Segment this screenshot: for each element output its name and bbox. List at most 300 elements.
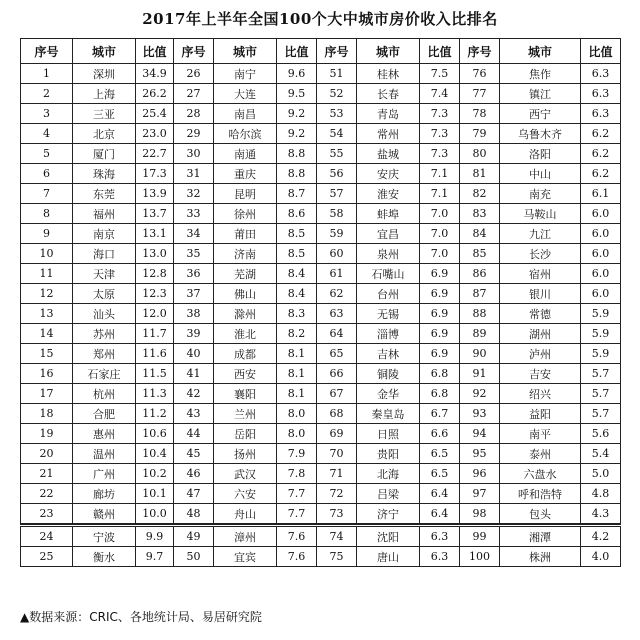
rank-cell: 61 xyxy=(317,264,357,284)
ratio-cell: 7.5 xyxy=(420,64,460,84)
rank-cell: 72 xyxy=(317,484,357,504)
table-row xyxy=(21,404,621,424)
ratio-cell: 7.6 xyxy=(277,526,317,547)
city-cell: 中山 xyxy=(500,164,581,184)
city-cell: 太原 xyxy=(73,284,136,304)
ratio-cell: 7.7 xyxy=(277,504,317,524)
rank-cell: 77 xyxy=(460,84,500,104)
ratio-cell: 6.3 xyxy=(581,104,621,124)
rank-cell: 53 xyxy=(317,104,357,124)
ratio-cell: 11.3 xyxy=(136,384,174,404)
ratio-cell: 8.6 xyxy=(277,204,317,224)
table-body xyxy=(21,64,621,567)
city-cell: 重庆 xyxy=(214,164,277,184)
table-row xyxy=(21,464,621,484)
rank-cell: 49 xyxy=(174,526,214,547)
city-cell: 青岛 xyxy=(357,104,420,124)
header-cell: 序号 xyxy=(317,39,357,64)
city-cell: 镇江 xyxy=(500,84,581,104)
rank-cell: 36 xyxy=(174,264,214,284)
header-row xyxy=(21,39,621,64)
ratio-cell: 6.8 xyxy=(420,384,460,404)
city-cell: 温州 xyxy=(73,444,136,464)
ratio-cell: 7.0 xyxy=(420,224,460,244)
ratio-cell: 9.6 xyxy=(277,64,317,84)
city-cell: 襄阳 xyxy=(214,384,277,404)
city-cell: 惠州 xyxy=(73,424,136,444)
city-cell: 铜陵 xyxy=(357,364,420,384)
ratio-cell: 6.3 xyxy=(420,547,460,567)
ratio-cell: 34.9 xyxy=(136,64,174,84)
ratio-cell: 6.4 xyxy=(420,484,460,504)
city-cell: 兰州 xyxy=(214,404,277,424)
city-cell: 芜湖 xyxy=(214,264,277,284)
ratio-cell: 7.3 xyxy=(420,124,460,144)
rank-cell: 85 xyxy=(460,244,500,264)
rank-cell: 62 xyxy=(317,284,357,304)
header-cell: 比值 xyxy=(420,39,460,64)
ratio-cell: 4.2 xyxy=(581,526,621,547)
ratio-cell: 8.8 xyxy=(277,164,317,184)
ratio-cell: 8.7 xyxy=(277,184,317,204)
ratio-cell: 5.9 xyxy=(581,304,621,324)
table-row xyxy=(21,444,621,464)
ratio-cell: 6.5 xyxy=(420,444,460,464)
city-cell: 上海 xyxy=(73,84,136,104)
ratio-cell: 6.3 xyxy=(581,84,621,104)
rank-cell: 89 xyxy=(460,324,500,344)
rank-cell: 27 xyxy=(174,84,214,104)
ratio-cell: 6.4 xyxy=(420,504,460,524)
rank-cell: 56 xyxy=(317,164,357,184)
rank-cell: 88 xyxy=(460,304,500,324)
table-row xyxy=(21,184,621,204)
rank-cell: 70 xyxy=(317,444,357,464)
table-row xyxy=(21,104,621,124)
rank-cell: 50 xyxy=(174,547,214,567)
rank-cell: 10 xyxy=(21,244,73,264)
rank-cell: 83 xyxy=(460,204,500,224)
ratio-cell: 6.0 xyxy=(581,204,621,224)
rank-cell: 87 xyxy=(460,284,500,304)
ratio-cell: 6.1 xyxy=(581,184,621,204)
ratio-cell: 13.7 xyxy=(136,204,174,224)
ratio-cell: 6.2 xyxy=(581,144,621,164)
rank-cell: 98 xyxy=(460,504,500,524)
table-row xyxy=(21,244,621,264)
city-cell: 济南 xyxy=(214,244,277,264)
ratio-cell: 7.4 xyxy=(420,84,460,104)
city-cell: 汕头 xyxy=(73,304,136,324)
table-row xyxy=(21,84,621,104)
ratio-cell: 6.9 xyxy=(420,304,460,324)
rank-cell: 75 xyxy=(317,547,357,567)
city-cell: 金华 xyxy=(357,384,420,404)
ratio-cell: 8.4 xyxy=(277,284,317,304)
city-cell: 吉林 xyxy=(357,344,420,364)
ratio-cell: 26.2 xyxy=(136,84,174,104)
city-cell: 焦作 xyxy=(500,64,581,84)
ranking-table xyxy=(20,38,621,567)
rank-cell: 54 xyxy=(317,124,357,144)
city-cell: 东莞 xyxy=(73,184,136,204)
ratio-cell: 6.8 xyxy=(420,364,460,384)
city-cell: 佛山 xyxy=(214,284,277,304)
ratio-cell: 10.4 xyxy=(136,444,174,464)
rank-cell: 2 xyxy=(21,84,73,104)
ratio-cell: 7.7 xyxy=(277,484,317,504)
rank-cell: 34 xyxy=(174,224,214,244)
city-cell: 珠海 xyxy=(73,164,136,184)
rank-cell: 5 xyxy=(21,144,73,164)
table-row xyxy=(21,526,621,547)
rank-cell: 45 xyxy=(174,444,214,464)
city-cell: 沈阳 xyxy=(357,526,420,547)
ratio-cell: 9.2 xyxy=(277,124,317,144)
city-cell: 南通 xyxy=(214,144,277,164)
ratio-cell: 10.6 xyxy=(136,424,174,444)
city-cell: 苏州 xyxy=(73,324,136,344)
ratio-cell: 5.0 xyxy=(581,464,621,484)
data-source-note: ▲数据来源：CRIC、各地统计局、易居研究院 xyxy=(20,610,262,624)
rank-cell: 22 xyxy=(21,484,73,504)
rank-cell: 86 xyxy=(460,264,500,284)
ratio-cell: 6.9 xyxy=(420,264,460,284)
city-cell: 宜宾 xyxy=(214,547,277,567)
city-cell: 南宁 xyxy=(214,64,277,84)
rank-cell: 1 xyxy=(21,64,73,84)
table-row xyxy=(21,324,621,344)
ratio-cell: 9.5 xyxy=(277,84,317,104)
table-row xyxy=(21,164,621,184)
city-cell: 绍兴 xyxy=(500,384,581,404)
rank-cell: 69 xyxy=(317,424,357,444)
rank-cell: 14 xyxy=(21,324,73,344)
ratio-cell: 6.0 xyxy=(581,264,621,284)
rank-cell: 91 xyxy=(460,364,500,384)
header-cell: 比值 xyxy=(277,39,317,64)
rank-cell: 32 xyxy=(174,184,214,204)
city-cell: 南充 xyxy=(500,184,581,204)
ratio-cell: 7.1 xyxy=(420,164,460,184)
rank-cell: 26 xyxy=(174,64,214,84)
ratio-cell: 8.1 xyxy=(277,364,317,384)
ratio-cell: 4.0 xyxy=(581,547,621,567)
rank-cell: 66 xyxy=(317,364,357,384)
table-row xyxy=(21,204,621,224)
city-cell: 盐城 xyxy=(357,144,420,164)
rank-cell: 76 xyxy=(460,64,500,84)
ratio-cell: 6.9 xyxy=(420,344,460,364)
rank-cell: 43 xyxy=(174,404,214,424)
rank-cell: 4 xyxy=(21,124,73,144)
ratio-cell: 6.9 xyxy=(420,324,460,344)
rank-cell: 37 xyxy=(174,284,214,304)
city-cell: 吉安 xyxy=(500,364,581,384)
city-cell: 泉州 xyxy=(357,244,420,264)
rank-cell: 48 xyxy=(174,504,214,524)
city-cell: 银川 xyxy=(500,284,581,304)
ratio-cell: 8.1 xyxy=(277,384,317,404)
city-cell: 赣州 xyxy=(73,504,136,524)
ratio-cell: 5.7 xyxy=(581,384,621,404)
page-title: 2017年上半年全国100个大中城市房价收入比排名 xyxy=(142,10,498,28)
city-cell: 蚌埠 xyxy=(357,204,420,224)
city-cell: 昆明 xyxy=(214,184,277,204)
rank-cell: 20 xyxy=(21,444,73,464)
rank-cell: 30 xyxy=(174,144,214,164)
rank-cell: 13 xyxy=(21,304,73,324)
ratio-cell: 12.0 xyxy=(136,304,174,324)
ratio-cell: 6.5 xyxy=(420,464,460,484)
rank-cell: 90 xyxy=(460,344,500,364)
rank-cell: 3 xyxy=(21,104,73,124)
ratio-cell: 6.6 xyxy=(420,424,460,444)
ratio-cell: 5.6 xyxy=(581,424,621,444)
ratio-cell: 10.1 xyxy=(136,484,174,504)
rank-cell: 33 xyxy=(174,204,214,224)
ratio-cell: 11.5 xyxy=(136,364,174,384)
city-cell: 台州 xyxy=(357,284,420,304)
city-cell: 长沙 xyxy=(500,244,581,264)
header-cell: 序号 xyxy=(174,39,214,64)
rank-cell: 51 xyxy=(317,64,357,84)
ratio-cell: 10.0 xyxy=(136,504,174,524)
city-cell: 安庆 xyxy=(357,164,420,184)
city-cell: 宁波 xyxy=(73,526,136,547)
rank-cell: 6 xyxy=(21,164,73,184)
ratio-cell: 13.0 xyxy=(136,244,174,264)
rank-cell: 94 xyxy=(460,424,500,444)
table-row xyxy=(21,224,621,244)
city-cell: 济宁 xyxy=(357,504,420,524)
city-cell: 日照 xyxy=(357,424,420,444)
ratio-cell: 9.2 xyxy=(277,104,317,124)
header-cell: 城市 xyxy=(73,39,136,64)
city-cell: 石嘴山 xyxy=(357,264,420,284)
rank-cell: 59 xyxy=(317,224,357,244)
rank-cell: 15 xyxy=(21,344,73,364)
ratio-cell: 6.9 xyxy=(420,284,460,304)
rank-cell: 25 xyxy=(21,547,73,567)
rank-cell: 38 xyxy=(174,304,214,324)
city-cell: 西宁 xyxy=(500,104,581,124)
ratio-cell: 6.0 xyxy=(581,224,621,244)
ratio-cell: 6.2 xyxy=(581,124,621,144)
ratio-cell: 8.0 xyxy=(277,404,317,424)
rank-cell: 12 xyxy=(21,284,73,304)
ratio-cell: 8.5 xyxy=(277,244,317,264)
rank-cell: 63 xyxy=(317,304,357,324)
city-cell: 六盘水 xyxy=(500,464,581,484)
city-cell: 廊坊 xyxy=(73,484,136,504)
ratio-cell: 6.0 xyxy=(581,244,621,264)
ratio-cell: 17.3 xyxy=(136,164,174,184)
rank-cell: 95 xyxy=(460,444,500,464)
rank-cell: 74 xyxy=(317,526,357,547)
ratio-cell: 5.9 xyxy=(581,324,621,344)
city-cell: 常州 xyxy=(357,124,420,144)
rank-cell: 68 xyxy=(317,404,357,424)
rank-cell: 84 xyxy=(460,224,500,244)
city-cell: 厦门 xyxy=(73,144,136,164)
header-cell: 比值 xyxy=(136,39,174,64)
table-row xyxy=(21,264,621,284)
city-cell: 淮北 xyxy=(214,324,277,344)
table-row xyxy=(21,284,621,304)
city-cell: 九江 xyxy=(500,224,581,244)
city-cell: 成都 xyxy=(214,344,277,364)
rank-cell: 52 xyxy=(317,84,357,104)
city-cell: 三亚 xyxy=(73,104,136,124)
rank-cell: 100 xyxy=(460,547,500,567)
city-cell: 马鞍山 xyxy=(500,204,581,224)
ratio-cell: 10.2 xyxy=(136,464,174,484)
city-cell: 南昌 xyxy=(214,104,277,124)
city-cell: 湖州 xyxy=(500,324,581,344)
city-cell: 大连 xyxy=(214,84,277,104)
ratio-cell: 6.3 xyxy=(420,526,460,547)
rank-cell: 96 xyxy=(460,464,500,484)
city-cell: 益阳 xyxy=(500,404,581,424)
rank-cell: 16 xyxy=(21,364,73,384)
ratio-cell: 25.4 xyxy=(136,104,174,124)
ratio-cell: 8.3 xyxy=(277,304,317,324)
table-row xyxy=(21,424,621,444)
ratio-cell: 12.8 xyxy=(136,264,174,284)
city-cell: 岳阳 xyxy=(214,424,277,444)
ratio-cell: 5.9 xyxy=(581,344,621,364)
ratio-cell: 7.8 xyxy=(277,464,317,484)
city-cell: 长春 xyxy=(357,84,420,104)
city-cell: 衡水 xyxy=(73,547,136,567)
table-row xyxy=(21,304,621,324)
ratio-cell: 7.9 xyxy=(277,444,317,464)
ratio-cell: 7.6 xyxy=(277,547,317,567)
table-row xyxy=(21,344,621,364)
city-cell: 包头 xyxy=(500,504,581,524)
city-cell: 北海 xyxy=(357,464,420,484)
city-cell: 六安 xyxy=(214,484,277,504)
rank-cell: 97 xyxy=(460,484,500,504)
rank-cell: 81 xyxy=(460,164,500,184)
rank-cell: 41 xyxy=(174,364,214,384)
city-cell: 泰州 xyxy=(500,444,581,464)
rank-cell: 40 xyxy=(174,344,214,364)
rank-cell: 44 xyxy=(174,424,214,444)
rank-cell: 21 xyxy=(21,464,73,484)
ratio-cell: 5.4 xyxy=(581,444,621,464)
table-row xyxy=(21,384,621,404)
ratio-cell: 8.4 xyxy=(277,264,317,284)
header-cell: 城市 xyxy=(500,39,581,64)
rank-cell: 35 xyxy=(174,244,214,264)
ratio-cell: 6.7 xyxy=(420,404,460,424)
ratio-cell: 8.0 xyxy=(277,424,317,444)
city-cell: 桂林 xyxy=(357,64,420,84)
city-cell: 株洲 xyxy=(500,547,581,567)
ratio-cell: 9.9 xyxy=(136,526,174,547)
rank-cell: 55 xyxy=(317,144,357,164)
rank-cell: 7 xyxy=(21,184,73,204)
ratio-cell: 5.7 xyxy=(581,404,621,424)
table-row xyxy=(21,124,621,144)
rank-cell: 28 xyxy=(174,104,214,124)
rank-cell: 11 xyxy=(21,264,73,284)
rank-cell: 65 xyxy=(317,344,357,364)
ratio-cell: 7.0 xyxy=(420,244,460,264)
ratio-cell: 6.2 xyxy=(581,164,621,184)
ratio-cell: 23.0 xyxy=(136,124,174,144)
table-row xyxy=(21,504,621,524)
city-cell: 哈尔滨 xyxy=(214,124,277,144)
city-cell: 洛阳 xyxy=(500,144,581,164)
ratio-cell: 8.2 xyxy=(277,324,317,344)
city-cell: 石家庄 xyxy=(73,364,136,384)
rank-cell: 47 xyxy=(174,484,214,504)
ratio-cell: 8.1 xyxy=(277,344,317,364)
city-cell: 贵阳 xyxy=(357,444,420,464)
rank-cell: 42 xyxy=(174,384,214,404)
city-cell: 天津 xyxy=(73,264,136,284)
city-cell: 莆田 xyxy=(214,224,277,244)
city-cell: 常德 xyxy=(500,304,581,324)
city-cell: 北京 xyxy=(73,124,136,144)
ratio-cell: 12.3 xyxy=(136,284,174,304)
header-cell: 序号 xyxy=(460,39,500,64)
city-cell: 深圳 xyxy=(73,64,136,84)
ratio-cell: 7.3 xyxy=(420,104,460,124)
city-cell: 泸州 xyxy=(500,344,581,364)
city-cell: 舟山 xyxy=(214,504,277,524)
rank-cell: 17 xyxy=(21,384,73,404)
ratio-cell: 13.1 xyxy=(136,224,174,244)
ratio-cell: 7.3 xyxy=(420,144,460,164)
city-cell: 漳州 xyxy=(214,526,277,547)
city-cell: 乌鲁木齐 xyxy=(500,124,581,144)
rank-cell: 99 xyxy=(460,526,500,547)
rank-cell: 60 xyxy=(317,244,357,264)
city-cell: 吕梁 xyxy=(357,484,420,504)
ratio-cell: 13.9 xyxy=(136,184,174,204)
ratio-cell: 11.6 xyxy=(136,344,174,364)
ratio-cell: 8.5 xyxy=(277,224,317,244)
city-cell: 秦皇岛 xyxy=(357,404,420,424)
city-cell: 宿州 xyxy=(500,264,581,284)
city-cell: 滁州 xyxy=(214,304,277,324)
city-cell: 淄博 xyxy=(357,324,420,344)
ratio-cell: 4.3 xyxy=(581,504,621,524)
rank-cell: 79 xyxy=(460,124,500,144)
city-cell: 海口 xyxy=(73,244,136,264)
header-cell: 城市 xyxy=(214,39,277,64)
city-cell: 武汉 xyxy=(214,464,277,484)
rank-cell: 64 xyxy=(317,324,357,344)
rank-cell: 31 xyxy=(174,164,214,184)
ratio-cell: 4.8 xyxy=(581,484,621,504)
table-row xyxy=(21,364,621,384)
city-cell: 广州 xyxy=(73,464,136,484)
city-cell: 湘潭 xyxy=(500,526,581,547)
rank-cell: 73 xyxy=(317,504,357,524)
rank-cell: 8 xyxy=(21,204,73,224)
ratio-cell: 7.0 xyxy=(420,204,460,224)
city-cell: 南平 xyxy=(500,424,581,444)
table-row xyxy=(21,144,621,164)
rank-cell: 58 xyxy=(317,204,357,224)
header-cell: 比值 xyxy=(581,39,621,64)
rank-cell: 46 xyxy=(174,464,214,484)
